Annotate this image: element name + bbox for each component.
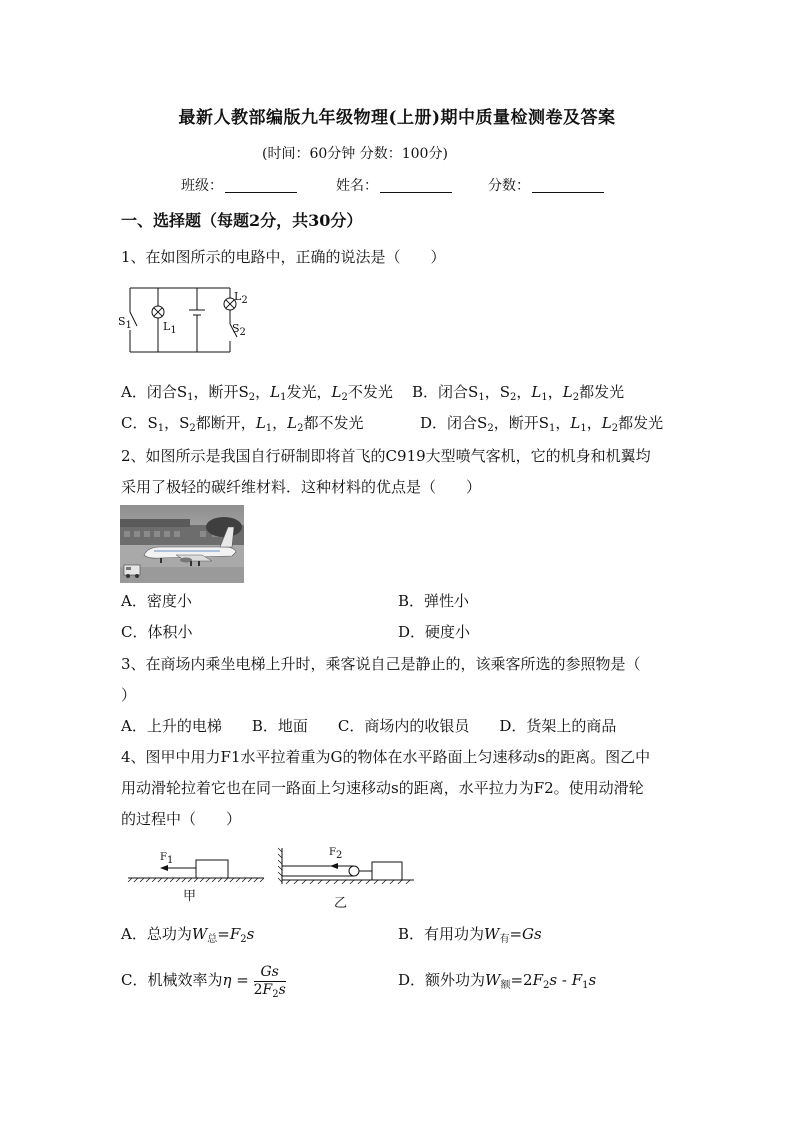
q1-label-s1: $S_1$ — [118, 315, 132, 331]
q4-option-b[interactable]: B．有用功为$W_有=Gs$ — [398, 925, 542, 945]
exam-subtitle: (时间：60分钟 分数：100分) — [262, 146, 448, 162]
q4-label-yi: 乙 — [334, 896, 348, 911]
q3-stem-line2: ） — [121, 686, 137, 704]
score-blank[interactable] — [532, 178, 604, 193]
q1-option-c[interactable]: C．$S_1$，$S_2$都断开，$L_1$，$L_2$都不发光 — [121, 414, 364, 434]
name-blank[interactable] — [380, 178, 452, 193]
q1-circuit-diagram — [116, 282, 252, 358]
efficiency-fraction: $\frac{Gs}{2F_2s}$ — [253, 963, 286, 1000]
class-field — [181, 176, 297, 196]
q1-option-a[interactable]: A．闭合$S_1$，断开$S_2$，$L_1$发光，$L_2$不发光 — [121, 383, 393, 403]
q1-option-d[interactable]: D．闭合$S_2$，断开$S_1$，$L_1$，$L_2$都发光 — [420, 414, 664, 434]
q1-label-l1: $L_1$ — [163, 320, 177, 336]
q1-label-l2: $L_2$ — [234, 290, 248, 306]
q2-stem-line1: 2、如图所示是我国自行研制即将首飞的C919大型喷气客机，它的机身和机翼均 — [121, 447, 651, 465]
q4-stem-line1: 4、图甲中用力F1水平拉着重为G的物体在水平路面上匀速移动s的距离。图乙中 — [121, 748, 651, 766]
q2-option-a[interactable]: A．密度小 — [121, 592, 192, 610]
q1-label-s2: $S_2$ — [232, 322, 246, 338]
q4-label-jia: 甲 — [183, 889, 197, 904]
score-field — [488, 176, 604, 196]
name-label: 姓名： — [336, 178, 378, 194]
q4-option-a[interactable]: A．总功为$W_总=F_2s$ — [121, 925, 255, 945]
name-field — [336, 176, 452, 196]
q3-options[interactable]: A．上升的电梯 B．地面 C．商场内的收银员 D．货架上的商品 — [121, 717, 617, 735]
q4-option-c[interactable]: C．机械效率为η = $\frac{Gs}{2F_2s}$ — [121, 963, 286, 1000]
q4-figure-jia — [126, 850, 266, 886]
q2-option-d[interactable]: D．硬度小 — [398, 623, 471, 641]
score-label: 分数： — [488, 178, 530, 194]
q2-stem-line2: 采用了极轻的碳纤维材料．这种材料的优点是（ ） — [121, 478, 482, 496]
q2-option-b[interactable]: B．弹性小 — [398, 592, 470, 610]
page-title: 最新人教部编版九年级物理(上册)期中质量检测卷及答案 — [178, 108, 616, 128]
q4-stem-line3: 的过程中（ ） — [121, 810, 242, 828]
q4-stem-line2: 用动滑轮拉着它也在同一路面上匀速移动s的距离，水平拉力为F2。使用动滑轮 — [121, 779, 644, 797]
q4-option-d[interactable]: D．额外功为$W_额=2F_2s - F_1s$ — [398, 971, 597, 991]
section-heading: 一、选择题（每题2分，共30分） — [121, 211, 363, 230]
q4-label-f2: $F_2$ — [329, 847, 343, 861]
q4-label-f1: $F_1$ — [160, 852, 174, 866]
q4-figure-yi — [278, 844, 418, 888]
q3-stem-line1: 3、在商场内乘坐电梯上升时，乘客说自己是静止的，该乘客所选的参照物是（ — [121, 655, 641, 673]
class-label: 班级： — [181, 178, 223, 194]
class-blank[interactable] — [225, 178, 297, 193]
q1-option-b[interactable]: B．闭合$S_1$，$S_2$，$L_1$，$L_2$都发光 — [412, 383, 625, 403]
q2-option-c[interactable]: C．体积小 — [121, 623, 193, 641]
q1-stem: 1、在如图所示的电路中，正确的说法是（ ） — [121, 248, 446, 266]
c919-airplane-photo — [120, 505, 244, 583]
